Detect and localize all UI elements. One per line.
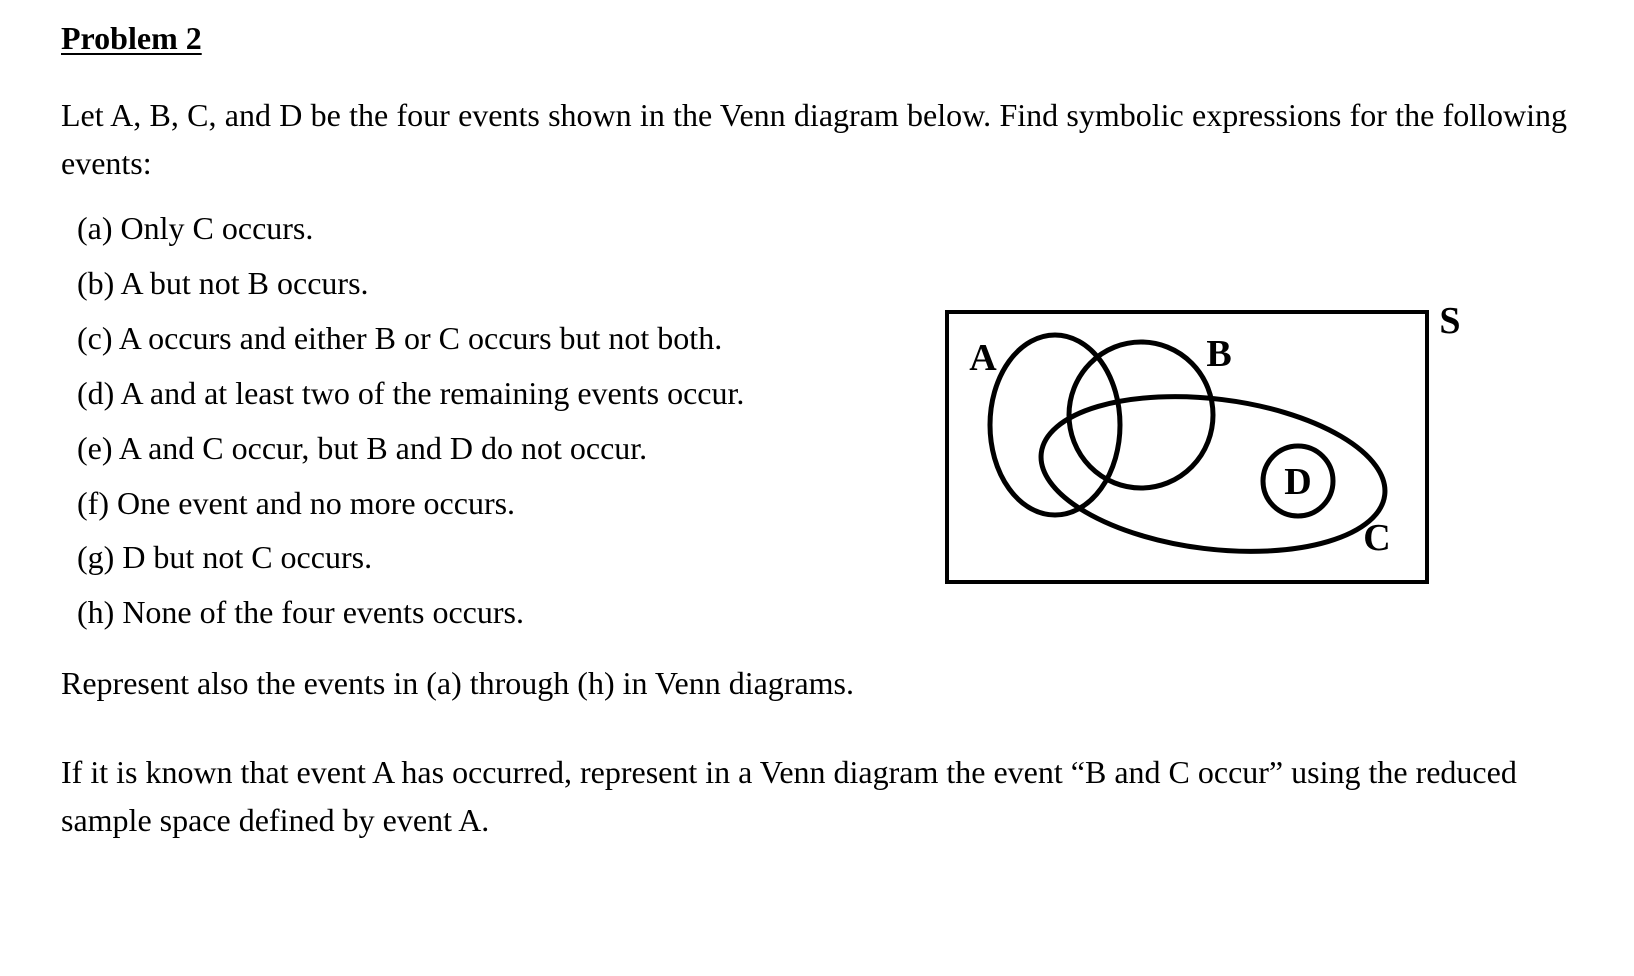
question-c: (c) A occurs and either B or C occurs but not both.	[77, 320, 723, 356]
question-f: (f) One event and no more occurs.	[77, 485, 516, 521]
sample-space-label: S	[1439, 300, 1461, 342]
event-d-label: D	[1284, 461, 1312, 503]
reduced-sample-space-instruction: If it is known that event A has occurred, represent in a Venn diagram the event “B and C occur” using the reduced sample space defined by event A.	[61, 754, 1517, 838]
question-e: (e) A and C occur, but B and D do not occur.	[77, 430, 648, 466]
event-c-label: C	[1363, 517, 1391, 559]
represent-instruction: Represent also the events in (a) through (h) in Venn diagrams.	[61, 665, 854, 701]
problem-intro: Let A, B, C, and D be the four events shown in the Venn diagram below. Find symbolic expressions for the following events:	[61, 97, 1567, 181]
question-d: (d) A and at least two of the remaining events occur.	[77, 375, 745, 411]
problem-title: Problem 2	[61, 20, 202, 56]
question-a: (a) Only C occurs.	[77, 210, 314, 246]
question-h: (h) None of the four events occurs.	[77, 594, 524, 630]
event-b-label: B	[1206, 333, 1232, 375]
question-b: (b) A but not B occurs.	[77, 265, 369, 301]
question-g: (g) D but not C occurs.	[77, 539, 373, 575]
event-b-circle	[1069, 342, 1213, 488]
event-a-label: A	[969, 337, 997, 379]
